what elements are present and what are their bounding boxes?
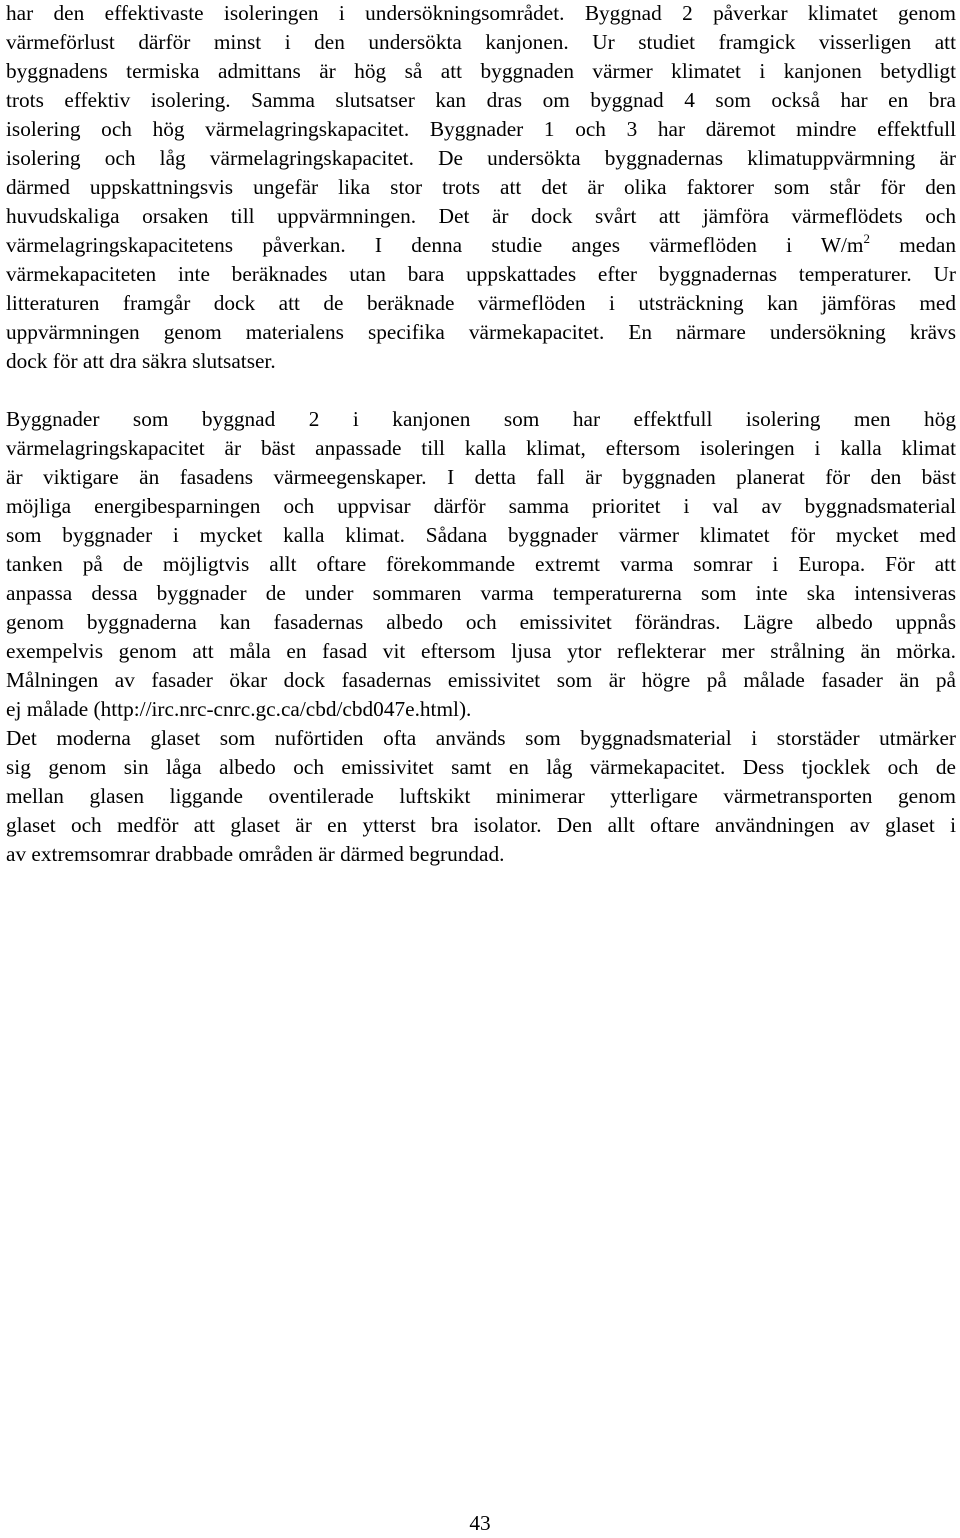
paragraph-1 (6, 0, 956, 376)
text-line: Det moderna glaset som nuförtiden ofta används som byggnadsmaterial i storstäder utmärker (6, 726, 956, 750)
text-line: uppvärmningen genom materialens specifika värmekapacitet. En närmare undersökning krävs (6, 320, 956, 344)
text-line: isolering och hög värmelagringskapacitet. Byggnader 1 och 3 har däremot mindre effektfull (6, 117, 956, 141)
text-line: mellan glasen liggande oventilerade luftskikt minimerar ytterligare värmetransporten genom (6, 784, 956, 808)
text-line: sig genom sin låga albedo och emissivitet samt en låg värmekapacitet. Dess tjocklek och de (6, 755, 956, 779)
text-line: byggnadens termiska admittans är hög så att byggnaden värmer klimatet i kanjonen betydligt (6, 59, 956, 83)
text-line: är viktigare än fasadens värmeegenskaper. I detta fall är byggnaden planerat för den bäst (6, 465, 956, 489)
text-line: ej målade (http://irc.nrc-cnrc.gc.ca/cbd/cbd047e.html). (6, 697, 472, 721)
text-line: av extremsomrar drabbade områden är därmed begrundad. (6, 842, 505, 866)
text-line: anpassa dessa byggnader de under sommaren varma temperaturerna som inte ska intensiveras (6, 581, 956, 605)
text-line-segment: medan (869, 233, 957, 257)
text-line: därmed uppskattningsvis ungefär lika stor trots att det är olika faktorer som står för den (6, 175, 956, 199)
text-line: Byggnader som byggnad 2 i kanjonen som har effektfull isolering men hög (6, 407, 956, 431)
text-line: huvudskaliga orsaken till uppvärmningen. Det är dock svårt att jämföra värmeflödets och (6, 204, 956, 228)
text-line-with-superscript (6, 231, 956, 260)
text-line: Målningen av fasader ökar dock fasadernas emissivitet som är högre på målade fasader än på (6, 668, 956, 692)
text-line: som byggnader i mycket kalla klimat. Sådana byggnader värmer klimatet för mycket med (6, 523, 956, 547)
paragraph-gap (6, 376, 956, 405)
superscript: 2 (863, 231, 870, 246)
text-line-segment: värmelagringskapacitetens påverkan. I denna studie anges värmeflöden i W/m (6, 233, 864, 257)
text-line: har den effektivaste isoleringen i undersökningsområdet. Byggnad 2 påverkar klimatet genom (6, 1, 956, 25)
document-page (6, 0, 956, 869)
text-line: genom byggnaderna kan fasadernas albedo och emissivitet förändras. Lägre albedo uppnås (6, 610, 956, 634)
text-line: möjliga energibesparningen och uppvisar därför samma prioritet i val av byggnadsmaterial (6, 494, 956, 518)
text-line: tanken på de möjligtvis allt oftare förekommande extremt varma somrar i Europa. För att (6, 552, 956, 576)
text-line: värmelagringskapacitet är bäst anpassade till kalla klimat, eftersom isoleringen i kalla klimat (6, 436, 956, 460)
text-line: dock för att dra säkra slutsatser. (6, 349, 276, 373)
paragraph-3 (6, 724, 956, 869)
text-line: glaset och medför att glaset är en ytterst bra isolator. Den allt oftare användningen av glaset i (6, 813, 956, 837)
paragraph-2 (6, 405, 956, 724)
text-line: trots effektiv isolering. Samma slutsatser kan dras om byggnad 4 som också har en bra (6, 88, 956, 112)
text-line: värmeförlust därför minst i den undersökta kanjonen. Ur studiet framgick visserligen att (6, 30, 956, 54)
text-line: värmekapaciteten inte beräknades utan bara uppskattades efter byggnadernas temperaturer. Ur (6, 262, 956, 286)
text-line: exempelvis genom att måla en fasad vit eftersom ljusa ytor reflekterar mer strålning än mörka. (6, 639, 956, 663)
text-line: litteraturen framgår dock att de beräknade värmeflöden i utsträckning kan jämföras med (6, 291, 956, 315)
text-line: isolering och låg värmelagringskapacitet. De undersökta byggnadernas klimatuppvärmning är (6, 146, 956, 170)
page-number: 43 (469, 1511, 491, 1535)
